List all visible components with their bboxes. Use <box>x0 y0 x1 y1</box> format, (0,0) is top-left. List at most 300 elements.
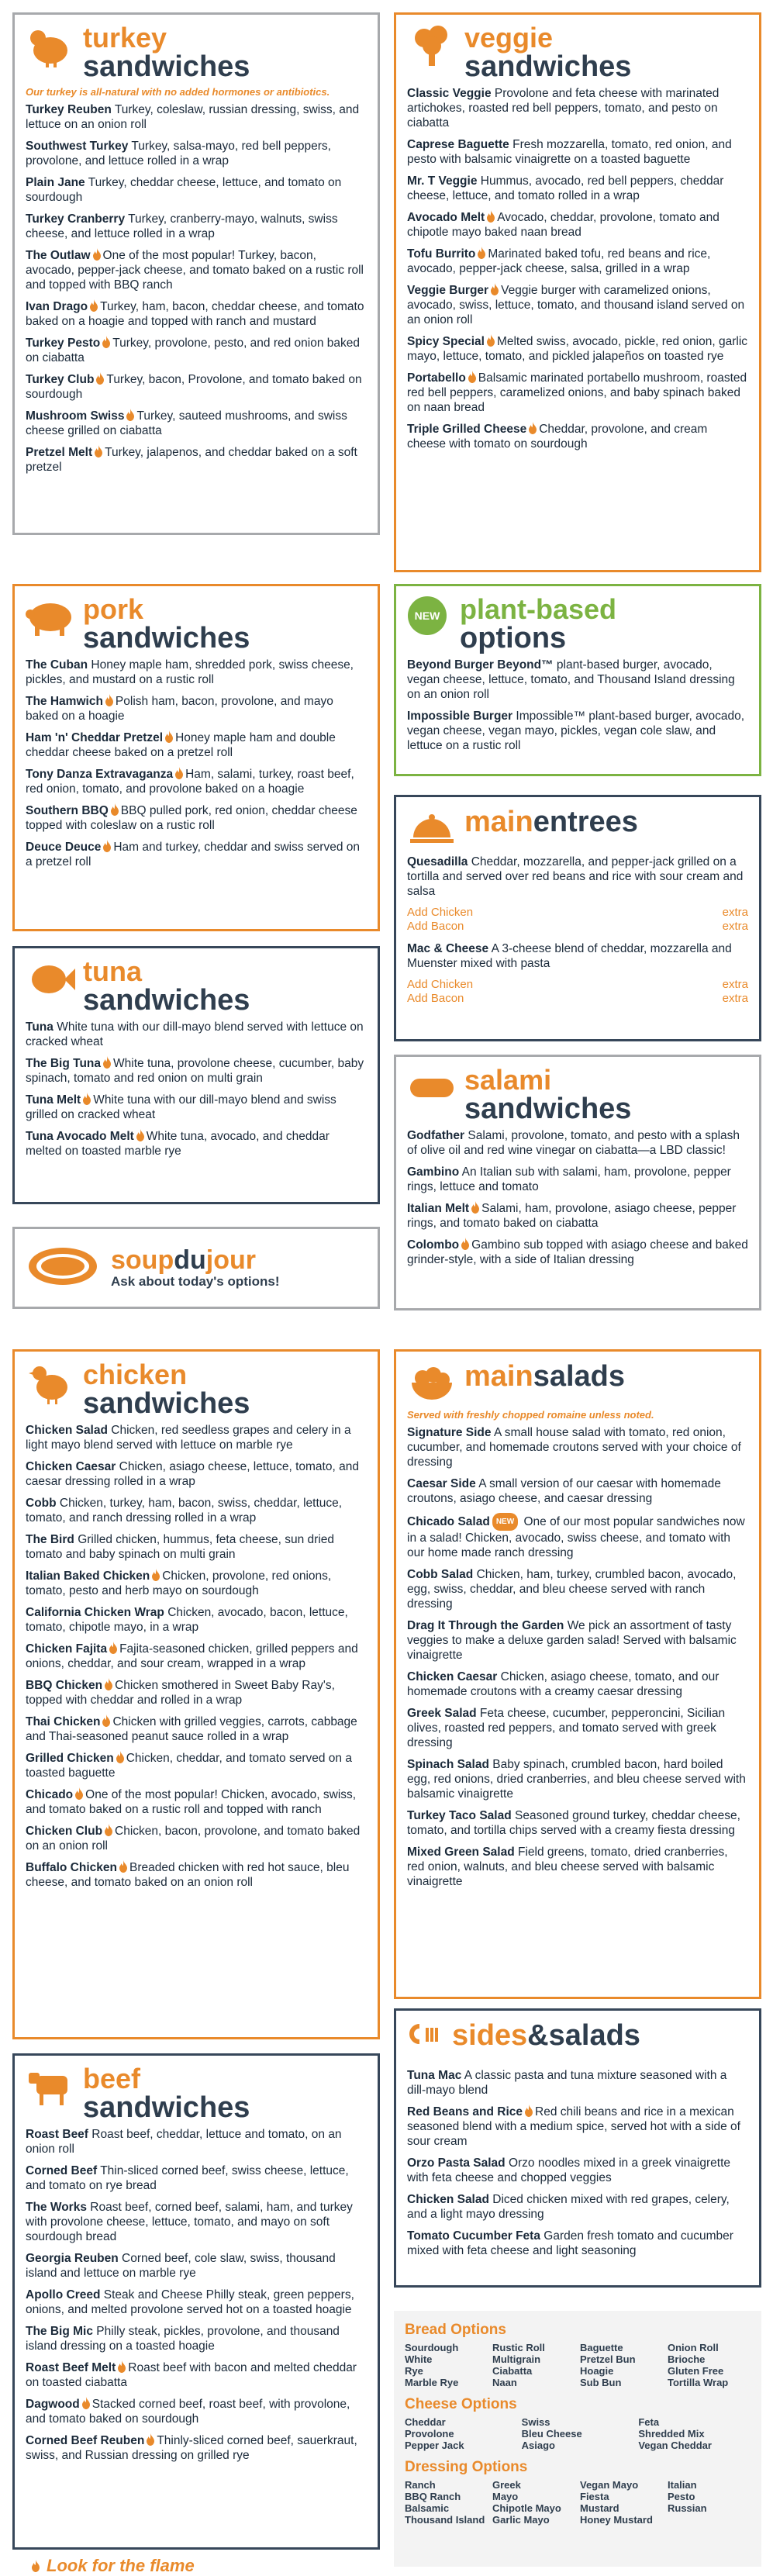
item-name: Chicken Caesar <box>407 1670 498 1683</box>
beef-section <box>12 2053 380 2550</box>
item-name: Cobb Salad <box>407 1568 474 1581</box>
item-name: Corned Beef <box>26 2164 98 2177</box>
item-name: Mixed Green Salad <box>407 1846 515 1859</box>
item-description: One of the most popular! Turkey, bacon, avocado, pepper-jack cheese, and tomato baked on a rustic roll and topped with BBQ ranch <box>26 249 364 292</box>
flame-icon <box>146 2433 155 2446</box>
item-name: Plain Jane <box>26 176 85 189</box>
menu-item <box>26 1605 367 1635</box>
item-description: Turkey, cheddar cheese, lettuce, and tomato on sourdough <box>26 176 342 204</box>
option-item: Naan <box>492 2377 517 2388</box>
menu-item <box>26 1860 367 1890</box>
section-title-bottom: sandwiches <box>83 622 250 654</box>
menu-item <box>407 137 748 167</box>
item-name: Chicado <box>26 1788 74 1801</box>
item-description: Roast beef, cheddar, lettuce and tomato, on an onion roll <box>26 2128 342 2156</box>
item-description: Chicken, turkey, ham, bacon, swiss, cheddar, lettuce, tomato, and ranch dressing rolled in a wrap <box>26 1497 343 1525</box>
item-description: Turkey, provolone, pesto, and red onion baked on ciabatta <box>26 337 361 364</box>
item-name: Ham 'n' Cheddar Pretzel <box>26 731 164 744</box>
new-badge-icon <box>407 596 447 636</box>
option-item: Vegan Cheddar <box>638 2440 712 2451</box>
salads-section <box>394 1349 761 1999</box>
item-name: Georgia Reuben <box>26 2252 119 2265</box>
menu-item <box>26 2433 367 2463</box>
tuna-header <box>26 955 367 1017</box>
menu-item <box>26 1642 367 1671</box>
sides-list <box>407 2068 748 2258</box>
plantbased-section <box>394 584 761 776</box>
addon-row <box>407 906 748 920</box>
menu-item <box>26 445 367 475</box>
chicken-header <box>26 1361 367 1418</box>
veggie-section <box>394 12 761 572</box>
cloche-icon <box>407 806 457 850</box>
item-name: Dagwood <box>26 2398 80 2411</box>
item-name: Ivan Drago <box>26 300 88 313</box>
option-item: Shredded Mix <box>638 2428 705 2440</box>
item-description: Impossible™ plant-based burger, avocado, vegan cheese, vegan mayo, pickles, vegan cole slaw, and lettuce on a rustic roll <box>407 710 745 752</box>
option-item: Greek <box>492 2479 521 2491</box>
veggie-list <box>407 86 748 451</box>
item-name: Gambino <box>407 1165 460 1179</box>
item-description: Philly steak, pickles, provolone, and thousand island dressing on a toasted hoagie <box>26 2325 340 2353</box>
flame-icon <box>102 1714 111 1727</box>
cheese-options-list <box>405 2416 751 2451</box>
flame-icon <box>95 372 105 385</box>
menu-item <box>407 334 748 364</box>
section-title-top: veggie <box>464 22 554 54</box>
addon-label: Add Bacon <box>407 920 464 933</box>
menu-item <box>407 1567 748 1611</box>
item-description: Melted swiss, avocado, pickle, red onion, garlic mayo, lettuce, tomato, and pickled jalapeños on toasted rye <box>407 335 748 363</box>
item-description: Orzo noodles mixed in a greek vinaigrette with feta cheese and chopped veggies <box>407 2156 730 2184</box>
section-title-bottom: sandwiches <box>83 2091 250 2124</box>
option-item: Pepper Jack <box>405 2440 464 2451</box>
menu-item <box>407 1476 748 1506</box>
item-description: White tuna, avocado, and cheddar melted on toasted marble rye <box>26 1130 330 1158</box>
flame-icon <box>117 2360 126 2373</box>
item-description: Chicken, ham, turkey, crumbled bacon, avocado, egg, swiss, cheddar, and bleu cheese served with ranch dressing <box>407 1568 737 1611</box>
plantbased-header <box>407 593 748 654</box>
flame-icon <box>102 336 111 348</box>
item-name: Veggie Burger <box>407 284 489 297</box>
menu-item <box>26 139 367 168</box>
item-description: Roast beef with bacon and melted cheddar on toasted ciabatta <box>26 2361 357 2389</box>
item-description: Honey maple ham and double cheddar cheese baked on a pretzel roll <box>26 731 336 759</box>
option-item: Rustic Roll <box>492 2342 545 2353</box>
flame-icon <box>92 248 102 261</box>
flame-icon <box>174 767 184 779</box>
fish-icon <box>26 958 75 1001</box>
option-item: Baguette <box>580 2342 623 2353</box>
menu-item <box>407 2192 748 2222</box>
plantbased-list <box>407 658 748 753</box>
item-description: Polish ham, bacon, provolone, and mayo baked on a hoagie <box>26 695 333 723</box>
item-name: Tuna <box>26 1020 53 1034</box>
flame-icon <box>31 2560 40 2572</box>
item-description: Garden fresh tomato and cucumber mixed with feta cheese and light seasoning <box>407 2229 733 2257</box>
flame-icon <box>104 1678 113 1690</box>
salads-tagline: Served with freshly chopped romaine unless noted. <box>407 1409 654 1421</box>
item-description: Turkey, sauteed mushrooms, and swiss cheese grilled on ciabatta <box>26 409 347 437</box>
item-description: Cheddar, mozzarella, and pepper-jack grilled on a tortilla and served over red beans and rice with sour cream and salsa <box>407 855 744 898</box>
item-name: Triple Grilled Cheese <box>407 423 527 436</box>
title-soup: soup <box>111 1245 174 1275</box>
item-description: Stacked corned beef, roast beef, with provolone, and tomato baked on sourdough <box>26 2398 350 2426</box>
item-name: Chicken Salad <box>407 2193 489 2206</box>
item-name: The Cuban <box>26 658 88 672</box>
item-name: Beyond Burger Beyond™ <box>407 658 554 672</box>
menu-item <box>407 422 748 451</box>
menu-item <box>26 336 367 365</box>
item-description: Turkey, jalapenos, and cheddar baked on a soft pretzel <box>26 446 357 474</box>
menu-item <box>26 1532 367 1562</box>
flame-icon <box>461 1238 470 1250</box>
menu-item <box>26 730 367 760</box>
menu-item <box>26 2397 367 2426</box>
flame-icon <box>74 1787 84 1800</box>
salami-header <box>407 1066 748 1124</box>
item-description: Gambino sub topped with asiago cheese and baked grinder-style, with a side of Italian dressing <box>407 1238 748 1266</box>
item-name: Tomato Cucumber Feta <box>407 2229 540 2243</box>
item-name: Thai Chicken <box>26 1715 101 1728</box>
item-name: The Bird <box>26 1533 74 1546</box>
title-jour: jour <box>205 1245 256 1275</box>
menu-item <box>407 1670 748 1699</box>
menu-item <box>407 2229 748 2258</box>
item-name: Roast Beef Melt <box>26 2361 116 2374</box>
item-description: Honey maple ham, shredded pork, swiss cheese, pickles, and mustard on a rustic roll <box>26 658 354 686</box>
item-name: Roast Beef <box>26 2128 88 2141</box>
soup-title <box>111 1246 280 1274</box>
menu-item <box>26 767 367 796</box>
item-name: Signature Side <box>407 1426 492 1439</box>
addon-label: Add Chicken <box>407 906 474 919</box>
menu-item <box>407 86 748 130</box>
item-description: Chicken, asiago cheese, lettuce, tomato, and caesar dressing rolled in a wrap <box>26 1460 359 1488</box>
option-item: Chipotle Mayo <box>492 2502 561 2514</box>
flame-icon <box>164 730 174 743</box>
item-description: Turkey, bacon, Provolone, and tomato baked on sourdough <box>26 373 362 401</box>
item-name: The Big Mic <box>26 2325 93 2338</box>
bread-options-title: Bread Options <box>405 2322 506 2338</box>
section-title-bottom: sandwiches <box>464 50 632 83</box>
item-name: Caprese Baguette <box>407 138 509 151</box>
item-description: Turkey, coleslaw, russian dressing, swiss, and lettuce on an onion roll <box>26 103 360 131</box>
option-item: Pretzel Bun <box>580 2353 636 2365</box>
item-description: Ham, salami, turkey, roast beef, red onion, tomato, and provolone baked on a hoagie <box>26 768 354 796</box>
menu-item <box>26 1056 367 1086</box>
item-name: Mushroom Swiss <box>26 409 125 423</box>
beef-header <box>26 2065 367 2122</box>
flame-icon <box>471 1201 480 1214</box>
item-description: Chicken, cheddar, and tomato served on a toasted baguette <box>26 1752 352 1780</box>
addon-price: extra <box>722 920 748 933</box>
section-title-bottom: sandwiches <box>83 50 250 83</box>
option-item: Vegan Mayo <box>580 2479 639 2491</box>
flame-icon <box>486 210 495 223</box>
option-item: Hoagie <box>580 2365 614 2377</box>
option-item: Ciabatta <box>492 2365 533 2377</box>
item-description: Red chili beans and rice in a mexican seasoned blend with a medium spice, served hot with a side of sour cream <box>407 2105 740 2148</box>
item-description: An Italian sub with salami, ham, provolone, pepper rings, lettuce and tomato <box>407 1165 731 1193</box>
addon-label: Add Bacon <box>407 992 464 1005</box>
menu-item <box>26 1093 367 1122</box>
menu-item <box>26 2163 367 2193</box>
flame-icon <box>468 371 477 383</box>
item-name: Spinach Salad <box>407 1758 489 1771</box>
turkey-tagline: Our turkey is all-natural with no added hormones or antibiotics. <box>26 86 330 98</box>
item-name: Buffalo Chicken <box>26 1861 117 1874</box>
veggie-header <box>407 24 748 81</box>
menu-item <box>26 1787 367 1817</box>
entrees-header <box>407 806 748 850</box>
chicken-icon <box>26 1361 75 1404</box>
item-description: Balsamic marinated portabello mushroom, roasted red bell peppers, caramelized onions, and baby spinach baked on naan bread <box>407 371 747 414</box>
title-amp: & <box>527 2019 549 2052</box>
item-description: Chicken, asiago cheese, tomato, and our homemade croutons with a creamy caesar dressing <box>407 1670 720 1698</box>
item-name: Tony Danza Extravaganza <box>26 768 174 781</box>
item-name: Greek Salad <box>407 1707 477 1720</box>
menu-item <box>407 283 748 327</box>
menu-item <box>26 2360 367 2390</box>
menu-item <box>26 1678 367 1708</box>
entrees-section <box>394 795 761 1041</box>
section-title-bottom: sandwiches <box>83 1387 250 1420</box>
item-description: White tuna, provolone cheese, cucumber, baby spinach, tomato and red onion on multi grain <box>26 1057 364 1085</box>
menu-item <box>407 210 748 240</box>
flame-icon <box>119 1860 128 1873</box>
menu-item <box>26 212 367 241</box>
item-description: Chicken, provolone, red onions, tomato, pesto and herb mayo on sourdough <box>26 1569 332 1597</box>
option-item: Bleu Cheese <box>521 2428 582 2440</box>
option-item: Rye <box>405 2365 423 2377</box>
turkey-icon <box>26 24 75 67</box>
title-main: main <box>464 806 533 838</box>
item-description: A small version of our caesar with homemade croutons, asiago cheese, and caesar dressing <box>407 1477 721 1505</box>
item-description: Avocado, cheddar, provolone, tomato and chipotle mayo baked naan bread <box>407 211 720 239</box>
item-description: Ham and turkey, cheddar and swiss served on a pretzel roll <box>26 841 360 868</box>
item-description: Steak and Cheese Philly steak, green peppers, onions, and melted provolone served hot on a toasted hoagie <box>26 2288 354 2316</box>
sides-header <box>407 2020 748 2063</box>
pig-icon <box>26 596 75 639</box>
flame-icon <box>477 247 486 259</box>
menu-item <box>26 248 367 292</box>
item-description: Fresh mozzarella, tomato, red onion, and pesto with balsamic vinaigrette on a toasted baguette <box>407 138 732 166</box>
section-title-top: beef <box>83 2063 141 2094</box>
menu-item <box>26 1569 367 1598</box>
menu-item <box>26 803 367 833</box>
item-name: Classic Veggie <box>407 87 492 100</box>
option-item <box>668 2514 751 2526</box>
item-description: Turkey, cranberry-mayo, walnuts, swiss cheese, and lettuce rolled in a wrap <box>26 212 338 240</box>
option-item: Pesto <box>668 2491 695 2502</box>
broccoli-icon <box>407 24 457 67</box>
item-name: Caesar Side <box>407 1477 476 1490</box>
menu-item <box>407 1808 748 1838</box>
flame-icon <box>94 445 103 458</box>
option-item: Garlic Mayo <box>492 2514 550 2526</box>
salads-title <box>464 1361 625 1392</box>
flame-icon <box>116 1751 125 1763</box>
option-item: BBQ Ranch <box>405 2491 461 2502</box>
title-sides: sides <box>452 2019 528 2052</box>
soup-bowl-icon <box>26 1243 100 1293</box>
flame-icon <box>104 1824 113 1836</box>
item-name: Turkey Reuben <box>26 103 112 116</box>
chicken-section <box>12 1349 380 2039</box>
item-name: Red Beans and Rice <box>407 2105 523 2118</box>
item-description: Marinated baked tofu, red beans and rice, avocado, pepper-jack cheese, salsa, grilled in a wrap <box>407 247 711 275</box>
pork-header <box>26 593 367 654</box>
item-description: Hummus, avocado, red bell peppers, cheddar cheese, lettuce, and tomato rolled in a wrap <box>407 174 724 202</box>
option-item: Honey Mustard <box>580 2514 653 2526</box>
item-name: Southwest Turkey <box>26 140 129 153</box>
item-name: Tofu Burrito <box>407 247 476 261</box>
item-description: plant-based burger, avocado, vegan cheese, lettuce, tomato, and Thousand Island dressing on an onion roll <box>407 658 735 701</box>
options-section <box>394 2311 761 2567</box>
menu-item <box>26 102 367 132</box>
option-item: Cheddar <box>405 2416 446 2428</box>
menu-item <box>26 694 367 723</box>
turkey-section <box>12 12 380 535</box>
item-description: Salami, ham, provolone, asiago cheese, pepper rings, and tomato baked on ciabatta <box>407 1202 737 1230</box>
flame-icon <box>102 1056 112 1069</box>
item-name: Quesadilla <box>407 855 468 868</box>
item-description: Field greens, tomato, dried cranberries, red onion, walnuts, and bleu cheese served with balsamic vinaigrette <box>407 1846 728 1888</box>
menu-item <box>26 1714 367 1744</box>
section-title-top: turkey <box>83 22 167 54</box>
footer-text: Look for the flame <box>47 2556 195 2575</box>
item-name: Spicy Special <box>407 335 485 348</box>
menu-item <box>407 1513 748 1560</box>
item-name: Deuce Deuce <box>26 841 102 854</box>
item-description: Breaded chicken with red hot sauce, bleu cheese, and tomato baked on an onion roll <box>26 1861 350 1889</box>
menu-item <box>26 1020 367 1049</box>
item-name: Mr. T Veggie <box>407 174 478 188</box>
flame-icon <box>486 334 495 347</box>
menu-item <box>407 1165 748 1194</box>
pork-section <box>12 584 380 931</box>
item-description: Provolone and feta cheese with marinated artichokes, roasted red bell peppers, tomato, and pesto on ciabatta <box>407 87 720 129</box>
menu-item <box>407 1425 748 1469</box>
flame-icon <box>89 299 98 312</box>
item-name: Corned Beef Reuben <box>26 2434 145 2447</box>
flame-icon <box>110 803 119 816</box>
tuna-section <box>12 946 380 1204</box>
item-name: Chicken Salad <box>26 1424 108 1437</box>
menu-item <box>407 1845 748 1889</box>
flame-icon <box>105 694 114 706</box>
page-break <box>0 1322 773 1345</box>
item-description: A 3-cheese blend of cheddar, mozzarella and Muenster mixed with pasta <box>407 942 732 970</box>
item-description: Grilled chicken, hummus, feta cheese, sun dried tomato and baby spinach on multi grain <box>26 1533 335 1561</box>
addon-row <box>407 978 748 992</box>
salads-header <box>407 1361 748 1404</box>
option-item: Mayo <box>492 2491 519 2502</box>
sides-title <box>452 2020 640 2051</box>
menu-item <box>407 658 748 702</box>
menu-item <box>26 840 367 869</box>
pork-list <box>26 658 367 869</box>
flame-icon <box>102 840 112 852</box>
menu-item <box>26 2288 367 2317</box>
item-name: Orzo Pasta Salad <box>407 2156 506 2170</box>
beef-list <box>26 2127 367 2463</box>
item-name: Tuna Mac <box>407 2069 462 2082</box>
item-name: Pretzel Melt <box>26 446 93 459</box>
entrees-title <box>464 806 638 837</box>
item-name: Chicken Caesar <box>26 1460 116 1473</box>
item-description: White tuna with our dill-mayo blend served with lettuce on cracked wheat <box>26 1020 364 1048</box>
addon-price: extra <box>722 906 748 919</box>
cow-icon <box>26 2065 75 2108</box>
item-description: Chicken, bacon, provolone, and tomato baked on an onion roll <box>26 1825 361 1853</box>
item-name: The Big Tuna <box>26 1057 102 1070</box>
option-item: White <box>405 2353 433 2365</box>
option-item: Balsamic <box>405 2502 450 2514</box>
menu-item <box>407 855 748 899</box>
item-description: White tuna with our dill-mayo blend and swiss grilled on cracked wheat <box>26 1093 336 1121</box>
option-item: Thousand Island <box>405 2514 485 2526</box>
title-salads: salads <box>533 1360 626 1393</box>
flame-icon <box>82 1093 91 1105</box>
item-name: Chicken Club <box>26 1825 103 1838</box>
menu-item <box>26 2127 367 2156</box>
item-name: Turkey Cranberry <box>26 212 126 226</box>
item-name: Tuna Melt <box>26 1093 81 1107</box>
menu-item <box>407 709 748 753</box>
item-description: Thinly-sliced corned beef, sauerkraut, swiss, and Russian dressing on grilled rye <box>26 2434 357 2462</box>
menu-item <box>407 174 748 203</box>
item-name: The Hamwich <box>26 695 103 708</box>
section-title-bottom: options <box>460 622 567 654</box>
item-description: Turkey, ham, bacon, cheddar cheese, and tomato baked on a hoagie and topped with ranch and mustard <box>26 300 364 328</box>
item-name: Turkey Club <box>26 373 95 386</box>
section-title-top: salami <box>464 1064 552 1096</box>
option-item: Sourdough <box>405 2342 459 2353</box>
menu-item <box>407 1618 748 1663</box>
bread-options-list <box>405 2342 751 2388</box>
item-name: Chicken Fajita <box>26 1642 108 1656</box>
option-item: Provolone <box>405 2428 454 2440</box>
menu-item <box>26 2324 367 2353</box>
item-name: Turkey Pesto <box>26 337 101 350</box>
option-item: Brioche <box>668 2353 706 2365</box>
tuna-list <box>26 1020 367 1159</box>
item-description: Diced chicken mixed with red grapes, celery, and a light mayo dressing <box>407 2193 730 2221</box>
salami-list <box>407 1128 748 1267</box>
menu-item <box>407 2068 748 2098</box>
menu-item <box>26 1129 367 1159</box>
option-item: Italian <box>668 2479 697 2491</box>
option-item: Mustard <box>580 2502 619 2514</box>
item-description: Roast beef, corned beef, salami, ham, and turkey with provolone cheese, lettuce, tomato, and mayo on soft sourdough bread <box>26 2201 353 2243</box>
option-item: Marble Rye <box>405 2377 459 2388</box>
menu-item <box>407 1128 748 1158</box>
menu-item <box>26 1459 367 1489</box>
new-badge: NEW <box>408 596 447 635</box>
flame-icon <box>151 1569 160 1581</box>
item-name: California Chicken Wrap <box>26 1606 164 1619</box>
title-main: main <box>464 1360 533 1393</box>
item-description: Corned beef, cole slaw, swiss, thousand island and lettuce on marble rye <box>26 2252 336 2280</box>
item-description: Chicken, avocado, bacon, lettuce, tomato, chipotle mayo, in a wrap <box>26 1606 348 1634</box>
menu-item <box>407 941 748 971</box>
item-name: Drag It Through the Garden <box>407 1619 564 1632</box>
soup-section <box>12 1227 380 1309</box>
new-badge: NEW <box>492 1513 518 1531</box>
addon-row <box>407 920 748 934</box>
